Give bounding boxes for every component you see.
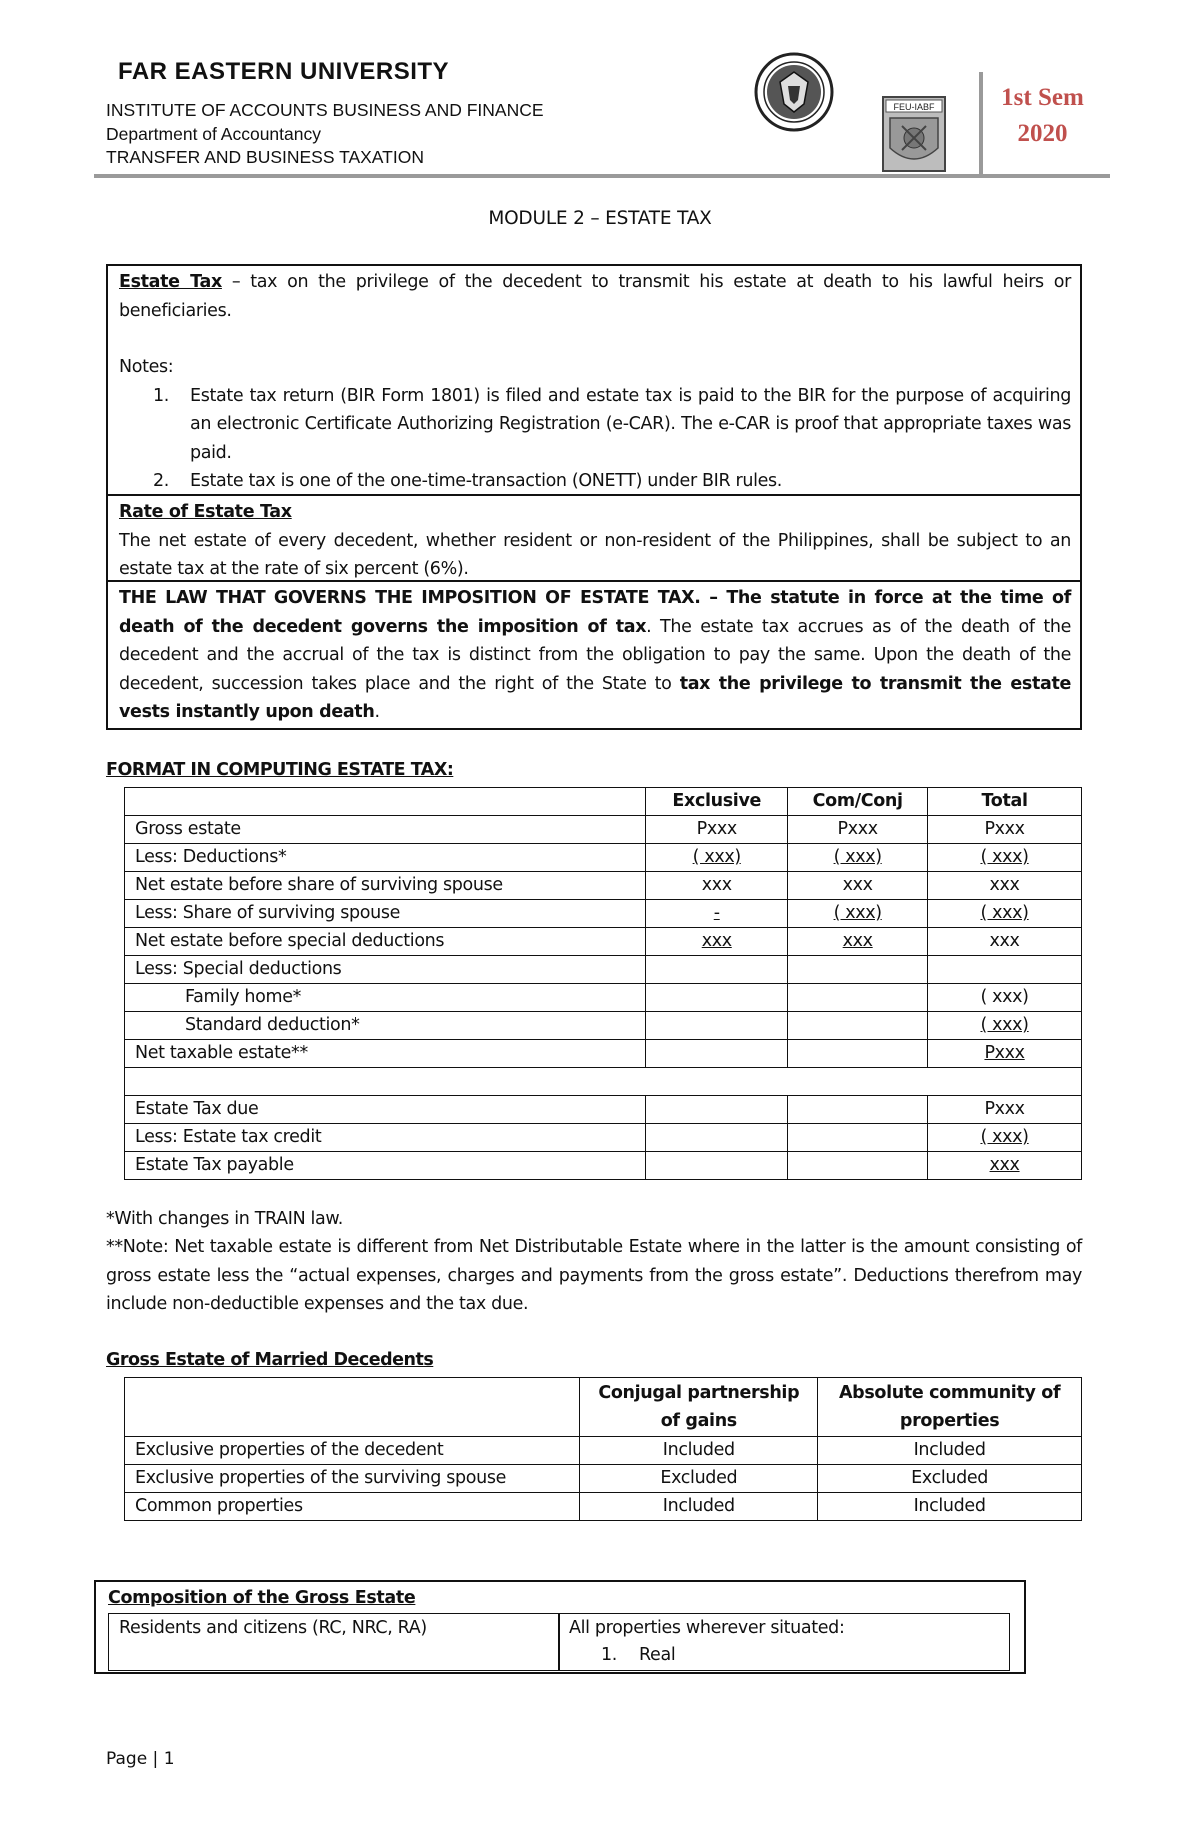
cell-exclusive <box>646 1124 788 1152</box>
row-label: Family home* <box>125 984 646 1012</box>
cell-exclusive: ( xxx) <box>646 844 788 872</box>
married-table <box>124 1377 1082 1521</box>
cell-total: ( xxx) <box>928 984 1082 1012</box>
university-seal-logo <box>754 52 834 132</box>
column-header: Exclusive <box>646 788 788 816</box>
row-label: Less: Share of surviving spouse <box>125 900 646 928</box>
footnote-train: *With changes in TRAIN law. <box>106 1209 343 1229</box>
cell-conj <box>788 984 928 1012</box>
rate-heading: Rate of Estate Tax <box>119 502 292 522</box>
cell-cpg: Included <box>580 1493 818 1521</box>
married-heading: Gross Estate of Married Decedents <box>106 1350 434 1370</box>
table-row <box>125 1096 1082 1124</box>
cell-conj: xxx <box>788 928 928 956</box>
row-label: Common properties <box>125 1493 580 1521</box>
composition-heading: Composition of the Gross Estate <box>108 1588 416 1608</box>
definition-box <box>106 264 1082 496</box>
law-paragraph <box>119 584 1071 727</box>
cell-conj <box>788 956 928 984</box>
cell-conj <box>788 1012 928 1040</box>
table-row <box>125 1493 1082 1521</box>
cell-conj: ( xxx) <box>788 844 928 872</box>
cell-cpg: Included <box>580 1437 818 1465</box>
cell-conj: xxx <box>788 872 928 900</box>
table-row <box>125 956 1082 984</box>
note-item <box>119 467 1071 496</box>
format-table <box>124 787 1082 1180</box>
cell-total: ( xxx) <box>928 1124 1082 1152</box>
table-row <box>125 1465 1082 1493</box>
cell-exclusive <box>646 984 788 1012</box>
cell-exclusive <box>646 1096 788 1124</box>
column-header: Total <box>928 788 1082 816</box>
cell-exclusive: - <box>646 900 788 928</box>
table-spacer-row <box>125 1068 1082 1096</box>
column-header: Conjugal partnership of gains <box>580 1378 818 1437</box>
table-row <box>125 1437 1082 1465</box>
definition-text: – tax on the privilege of the decedent to transmit his estate at death to his lawful heirs or beneficiaries. <box>119 272 1071 321</box>
composition-item: Real <box>639 1645 676 1665</box>
cell-conj: Pxxx <box>788 816 928 844</box>
definition-paragraph <box>119 268 1071 325</box>
cell-total: xxx <box>928 872 1082 900</box>
composition-left: Residents and citizens (RC, NRC, RA) <box>119 1618 427 1638</box>
note-number: 1. <box>153 385 169 406</box>
row-label: Net estate before special deductions <box>125 928 646 956</box>
table-cell <box>125 788 646 816</box>
cell-exclusive: xxx <box>646 928 788 956</box>
table-row <box>125 900 1082 928</box>
table-row <box>125 1124 1082 1152</box>
cell-exclusive <box>646 1040 788 1068</box>
cell-exclusive <box>646 1152 788 1180</box>
note-number: 2. <box>153 471 169 491</box>
table-row <box>125 844 1082 872</box>
composition-item-number: 1. <box>601 1645 617 1665</box>
footnote-net-taxable: **Note: Net taxable estate is different from Net Distributable Estate where in the latter is the amount consisting of gross estate less the “actual expenses, charges and payments from the gross estate”. Deductions therefrom may include non-deductible expenses and the tax due. <box>106 1237 1082 1314</box>
cell-conj <box>788 1152 928 1180</box>
department-name: Department of Accountancy <box>106 124 321 144</box>
table-row <box>125 1012 1082 1040</box>
cell-total: ( xxx) <box>928 1012 1082 1040</box>
page-number: Page | 1 <box>106 1749 175 1769</box>
cell-total: Pxxx <box>928 1096 1082 1124</box>
note-text: Estate tax is one of the one-time-transaction (ONETT) under BIR rules. <box>190 471 782 491</box>
law-bold-tail: tax the privilege to transmit the estate vests instantly upon death <box>119 673 1071 722</box>
rate-text: The net estate of every decedent, whether resident or non-resident of the Philippines, shall be subject to an estate tax at the rate of six percent (6%). <box>119 530 1071 579</box>
notes-label: Notes: <box>119 357 174 377</box>
cell-total: ( xxx) <box>928 844 1082 872</box>
row-label: Less: Estate tax credit <box>125 1124 646 1152</box>
cell-conj <box>788 1040 928 1068</box>
cell-acp: Included <box>818 1437 1082 1465</box>
composition-box <box>94 1580 1026 1674</box>
definition-term: Estate Tax <box>119 272 222 292</box>
row-label: Gross estate <box>125 816 646 844</box>
header-divider <box>979 72 983 176</box>
notes-list <box>119 382 1071 496</box>
law-end: . <box>374 702 380 722</box>
semester-label: 1st Sem <box>1001 84 1084 111</box>
cell-exclusive <box>646 1012 788 1040</box>
row-label: Exclusive properties of the surviving spouse <box>125 1465 580 1493</box>
cell-cpg: Excluded <box>580 1465 818 1493</box>
cell-conj: ( xxx) <box>788 900 928 928</box>
row-label: Exclusive properties of the decedent <box>125 1437 580 1465</box>
year-label: 2020 <box>1017 120 1068 147</box>
row-label: Net taxable estate** <box>125 1040 646 1068</box>
cell-acp: Excluded <box>818 1465 1082 1493</box>
cell-total: xxx <box>928 1152 1082 1180</box>
cell-exclusive <box>646 956 788 984</box>
table-header-row <box>125 1378 1082 1437</box>
cell-exclusive: Pxxx <box>646 816 788 844</box>
composition-divider <box>558 1614 560 1670</box>
column-header: Com/Conj <box>788 788 928 816</box>
table-row <box>125 872 1082 900</box>
institute-name: INSTITUTE OF ACCOUNTS BUSINESS AND FINANCE <box>106 100 544 120</box>
row-label: Standard deduction* <box>125 1012 646 1040</box>
table-row <box>125 928 1082 956</box>
note-text: Estate tax return (BIR Form 1801) is filed and estate tax is paid to the BIR for the purpose of acquiring an electronic Certificate Authorizing Registration (e-CAR). The e-CAR is proof that appropriate taxes was paid. <box>190 385 1071 463</box>
table-row <box>125 984 1082 1012</box>
note-item <box>119 382 1071 468</box>
table-row <box>125 816 1082 844</box>
header-rule <box>94 174 1110 178</box>
composition-right: All properties wherever situated: <box>569 1618 845 1638</box>
university-name: FAR EASTERN UNIVERSITY <box>118 58 450 85</box>
law-bold-lead: THE LAW THAT GOVERNS THE IMPOSITION OF ESTATE TAX. – The statute in force at the time of death of the decedent governs the imposition of tax <box>119 588 1071 637</box>
format-heading: FORMAT IN COMPUTING ESTATE TAX: <box>106 760 454 780</box>
cell-conj <box>788 1096 928 1124</box>
table-cell <box>125 1068 1082 1096</box>
table-row <box>125 1152 1082 1180</box>
page-title: MODULE 2 – ESTATE TAX <box>488 208 712 229</box>
table-header-row <box>125 788 1082 816</box>
table-row <box>125 1040 1082 1068</box>
cell-total: ( xxx) <box>928 900 1082 928</box>
law-text: . The estate tax accrues as of the death of the decedent and the accrual of the tax is distinct from the obligation to pay the same. Upon the death of the decedent, succession takes place and the right of the State to <box>119 616 1071 694</box>
cell-total: xxx <box>928 928 1082 956</box>
row-label: Less: Deductions* <box>125 844 646 872</box>
law-box <box>106 580 1082 730</box>
row-label: Estate Tax due <box>125 1096 646 1124</box>
cell-conj <box>788 1124 928 1152</box>
table-cell <box>125 1378 580 1437</box>
column-header: Absolute community of properties <box>818 1378 1082 1437</box>
cell-total: Pxxx <box>928 1040 1082 1068</box>
row-label: Less: Special deductions <box>125 956 646 984</box>
cell-total <box>928 956 1082 984</box>
feu-iabf-logo-text: FEU-IABF <box>893 102 935 112</box>
cell-acp: Included <box>818 1493 1082 1521</box>
rate-box <box>106 494 1082 582</box>
composition-inner <box>108 1613 1010 1671</box>
cell-total: Pxxx <box>928 816 1082 844</box>
feu-iabf-logo <box>882 96 946 172</box>
cell-exclusive: xxx <box>646 872 788 900</box>
row-label: Estate Tax payable <box>125 1152 646 1180</box>
row-label: Net estate before share of surviving spouse <box>125 872 646 900</box>
course-name: TRANSFER AND BUSINESS TAXATION <box>106 147 424 167</box>
